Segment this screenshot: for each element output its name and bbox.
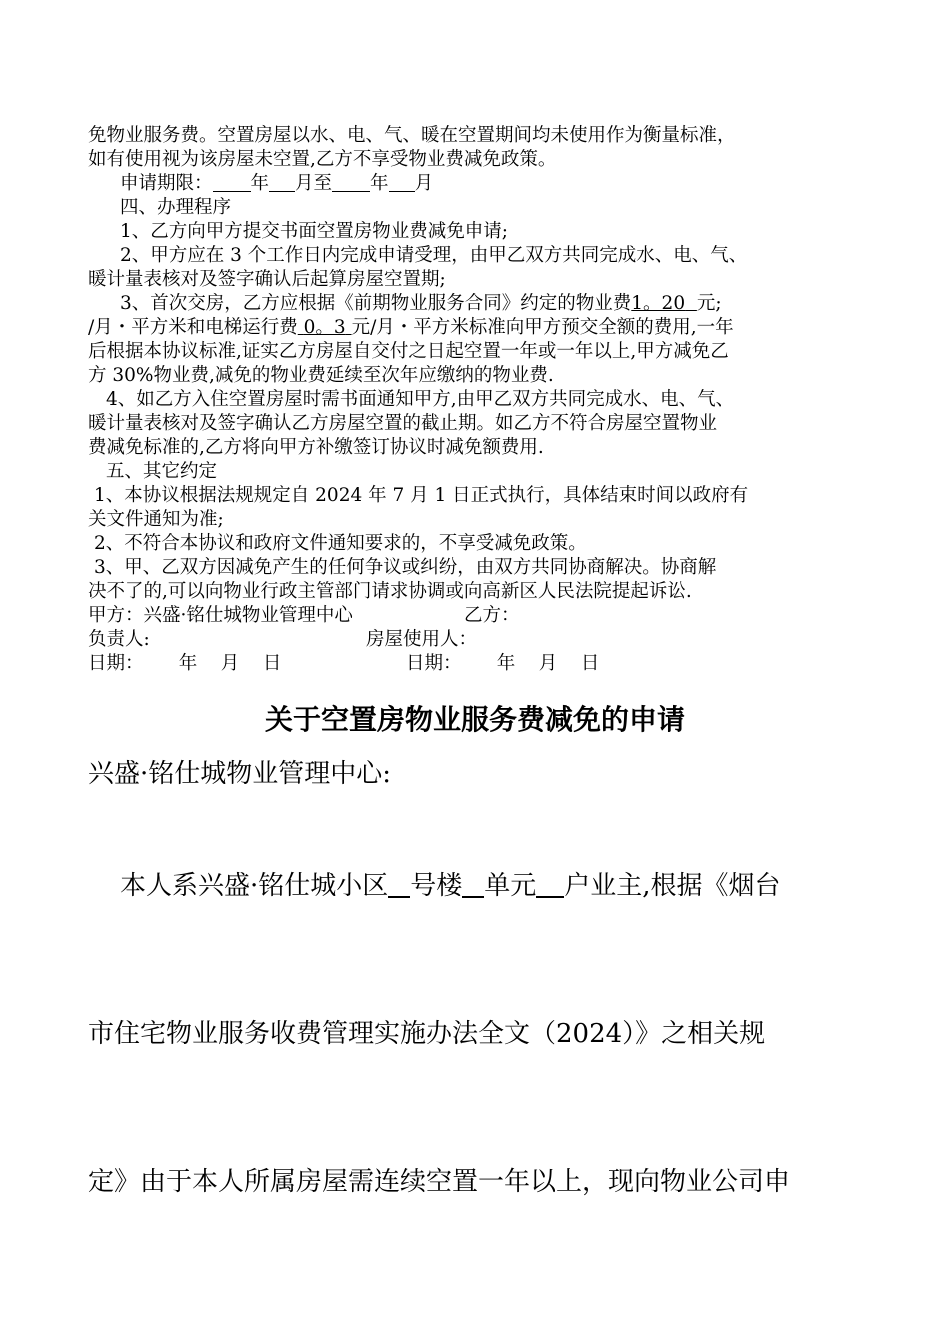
fee-line [88, 292, 888, 316]
room-number-blank [536, 870, 564, 898]
elevator-fee-value: 0。3 [303, 317, 346, 338]
signature-row-parties [88, 604, 888, 628]
building-number-blank [388, 870, 410, 898]
text-line: 关文件通知为准; [88, 509, 224, 530]
month-blank [389, 173, 415, 192]
text-line: 后根据本协议标准,证实乙方房屋自交付之日起空置一年或一年以上,甲方减免乙 [88, 341, 729, 362]
period-year-end: 年 [370, 173, 389, 194]
period-year-start: 年 [250, 173, 270, 194]
date-b-label: 日期： 年 月 日 [406, 653, 600, 674]
application-period [88, 172, 888, 196]
occupant-label: 房屋使用人： [366, 629, 478, 650]
party-a-label: 甲方：兴盛·铭仕城物业管理中心 [88, 605, 353, 626]
period-month-start: 月至 [295, 173, 333, 194]
text-line: 4、如乙方入住空置房屋时需书面通知甲方,由甲乙双方共同完成水、电、气、 [106, 389, 735, 410]
unit-number-blank [462, 870, 484, 898]
signature-row-persons [88, 628, 888, 652]
text-line: 暖计量表核对及签字确认后起算房屋空置期; [88, 269, 446, 290]
date-a-label: 日期： 年 月 日 [88, 653, 282, 674]
text-line: 3、甲、乙双方因减免产生的任何争议或纠纷，由双方共同协商解决。协商解 [94, 557, 717, 578]
section-heading: 四、办理程序 [120, 197, 232, 218]
text-line: 免物业服务费。空置房屋以水、电、气、暖在空置期间均未使用作为衡量标准， [88, 125, 736, 146]
application-title: 关于空置房物业服务费减免的申请 [264, 703, 685, 736]
section-heading: 五、其它约定 [106, 461, 218, 482]
building-label: 号楼 [410, 871, 463, 901]
application-paragraph-line: 定》由于本人所属房屋需连续空置一年以上，现向物业公司申 [88, 1167, 791, 1197]
application-paragraph-line: 市住宅物业服务收费管理实施办法全文（2024）》之相关规 [88, 1019, 766, 1049]
fee-text: 3、首次交房，乙方应根据《前期物业服务合同》约定的物业费 [120, 293, 632, 314]
owner-intro-text: 本人系兴盛·铭仕城小区 [120, 871, 389, 901]
text-line: 1、乙方向甲方提交书面空置房物业费减免申请; [120, 221, 509, 242]
fee-line [88, 316, 888, 340]
year-blank [332, 173, 370, 192]
text-line: 暖计量表核对及签字确认乙方房屋空置的截止期。如乙方不符合房屋空置物业 [88, 413, 718, 434]
application-paragraph-line [88, 868, 920, 904]
period-label: 申请期限： [120, 173, 213, 194]
property-fee-value: 1。20 [631, 293, 686, 314]
text-line: 决不了的,可以向物业行政主管部门请求协调或向高新区人民法院提起诉讼. [88, 581, 692, 602]
fee-text: /月・平方米和电梯运行费 [88, 317, 298, 338]
underline-gap [685, 293, 697, 314]
owner-intro-text: 户业主,根据《烟台 [564, 871, 781, 901]
text-line: 费减免标准的,乙方将向甲方补缴签订协议时减免额费用. [88, 437, 544, 458]
period-month-end: 月 [414, 173, 434, 194]
text-line: 方 30%物业费,减免的物业费延续至次年应缴纳的物业费. [88, 365, 554, 386]
party-b-label: 乙方： [464, 605, 520, 626]
application-addressee: 兴盛·铭仕城物业管理中心: [88, 759, 392, 789]
agreement-section [88, 124, 888, 676]
fee-unit: 元; [696, 293, 722, 314]
text-line: 如有使用视为该房屋未空置,乙方不享受物业费减免政策。 [88, 149, 557, 170]
year-blank [213, 173, 251, 192]
principal-label: 负责人: [88, 629, 150, 650]
text-line: 1、本协议根据法规规定自 2024 年 7 月 1 日正式执行，具体结束时间以政府有 [94, 485, 749, 506]
unit-label: 单元 [484, 871, 537, 901]
month-blank [269, 173, 295, 192]
text-line: 2、甲方应在 3 个工作日内完成申请受理，由甲乙双方共同完成水、电、气、 [120, 245, 748, 266]
text-line: 2、不符合本协议和政府文件通知要求的，不享受减免政策。 [94, 533, 587, 554]
fee-text: 元/月・平方米标准向甲方预交全额的费用,一年 [351, 317, 734, 338]
signature-row-dates [88, 652, 888, 676]
